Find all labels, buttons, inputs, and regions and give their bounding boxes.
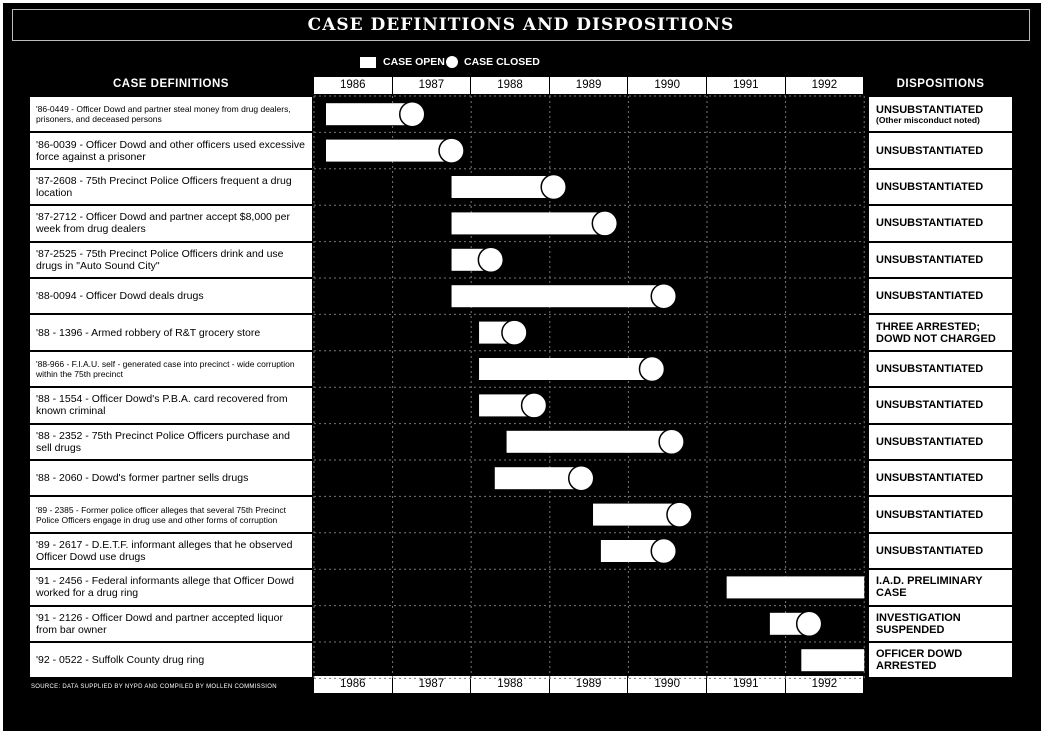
bottom-year-label: 1989 xyxy=(550,676,629,693)
legend-case-open xyxy=(360,56,445,68)
case-definition xyxy=(30,315,312,349)
case-definition xyxy=(30,534,312,568)
case-definition-text: '88 - 1396 - Armed robbery of R&T grocery store xyxy=(36,326,261,339)
case-definition-text: '89 - 2617 - D.E.T.F. informant alleges that he observed Officer Dowd use drugs xyxy=(36,538,293,563)
case-definition-text: '91 - 2126 - Officer Dowd and partner accepted liquor from bar owner xyxy=(36,611,283,636)
bottom-year-label: 1991 xyxy=(707,676,786,693)
case-disposition xyxy=(869,97,1012,131)
case-definition xyxy=(30,570,312,604)
case-disposition xyxy=(869,170,1012,204)
disposition-text: I.A.D. PRELIMINARY CASE xyxy=(876,575,983,600)
case-disposition xyxy=(869,607,1012,641)
case-disposition xyxy=(869,388,1012,422)
definitions-header: CASE DEFINITIONS xyxy=(113,78,229,90)
top-year-label: 1987 xyxy=(393,77,472,94)
bottom-year-label: 1990 xyxy=(628,676,707,693)
disposition-text: THREE ARRESTED; DOWD NOT CHARGED xyxy=(876,320,996,345)
case-definition xyxy=(30,425,312,459)
case-disposition xyxy=(869,497,1012,531)
case-definition-text: '87-2712 - Officer Dowd and partner accept $8,000 per week from drug dealers xyxy=(36,211,290,236)
disposition-text: UNSUBSTANTIATED xyxy=(876,180,984,193)
case-definition xyxy=(30,97,312,131)
disposition-text: UNSUBSTANTIATED xyxy=(876,290,984,303)
source-note: SOURCE: DATA SUPPLIED BY NYPD AND COMPILED BY MOLLEN COMMISSION xyxy=(31,684,277,690)
case-definition-text: '88 - 2060 - Dowd's former partner sells drugs xyxy=(36,472,249,485)
case-definition-text: '88-0094 - Officer Dowd deals drugs xyxy=(36,290,204,303)
disposition-text: UNSUBSTANTIATED xyxy=(876,103,984,116)
disposition-text: UNSUBSTANTIATED xyxy=(876,508,984,521)
disposition-text: UNSUBSTANTIATED xyxy=(876,544,984,557)
case-definition xyxy=(30,461,312,495)
case-definition-text: '88-966 - F.I.A.U. self - generated case into precinct - wide corruption within the 75th precinct xyxy=(36,358,295,379)
disposition-text: OFFICER DOWD ARRESTED xyxy=(876,648,963,673)
disposition-text: UNSUBSTANTIATED xyxy=(876,435,984,448)
case-definition-text: '88 - 2352 - 75th Precinct Police Officers purchase and sell drugs xyxy=(36,429,290,454)
legend-case-closed xyxy=(446,56,540,68)
disposition-text: INVESTIGATION SUSPENDED xyxy=(876,611,961,636)
top-year-label: 1992 xyxy=(786,77,865,94)
disposition-note: (Other misconduct noted) xyxy=(876,114,980,125)
case-disposition xyxy=(869,315,1012,349)
case-definition xyxy=(30,133,312,167)
top-year-label: 1988 xyxy=(471,77,550,94)
case-definition xyxy=(30,206,312,240)
top-year-label: 1991 xyxy=(707,77,786,94)
disposition-text: UNSUBSTANTIATED xyxy=(876,472,984,485)
case-definition-text: '86-0449 - Officer Dowd and partner steal money from drug dealers, prisoners, and deceased persons xyxy=(36,104,291,125)
case-disposition xyxy=(869,133,1012,167)
case-definition xyxy=(30,170,312,204)
bottom-year-label: 1992 xyxy=(786,676,865,693)
case-disposition xyxy=(869,425,1012,459)
title-band xyxy=(12,9,1030,41)
case-definition-text: '86-0039 - Officer Dowd and other officers used excessive force against a prisoner xyxy=(36,138,305,163)
case-definition xyxy=(30,643,312,677)
case-disposition xyxy=(869,461,1012,495)
disposition-text: UNSUBSTANTIATED xyxy=(876,253,984,266)
chart-title: CASE DEFINITIONS AND DISPOSITIONS xyxy=(307,15,735,35)
case-definition-text: '87-2608 - 75th Precinct Police Officers frequent a drug location xyxy=(36,174,292,199)
legend-closed-swatch xyxy=(446,56,458,68)
case-disposition xyxy=(869,570,1012,604)
case-definition xyxy=(30,279,312,313)
legend-closed-label: CASE CLOSED xyxy=(464,56,540,68)
case-definition xyxy=(30,607,312,641)
case-definition-text: '88 - 1554 - Officer Dowd's P.B.A. card recovered from known criminal xyxy=(36,393,288,418)
top-year-label: 1986 xyxy=(314,77,393,94)
case-definition xyxy=(30,352,312,386)
top-year-label: 1989 xyxy=(550,77,629,94)
case-definition xyxy=(30,497,312,531)
case-definition xyxy=(30,243,312,277)
case-disposition xyxy=(869,206,1012,240)
disposition-text: UNSUBSTANTIATED xyxy=(876,217,984,230)
case-disposition xyxy=(869,534,1012,568)
case-definition xyxy=(30,388,312,422)
case-definition-text: '89 - 2385 - Former police officer alleges that several 75th Precinct Police Officers engage in drug use and other forms of corruption xyxy=(36,504,286,525)
legend-open-label: CASE OPEN xyxy=(383,56,445,68)
case-definition-text: '87-2525 - 75th Precinct Police Officers drink and use drugs in "Auto Sound City" xyxy=(36,247,284,272)
case-definition-text: '92 - 0522 - Suffolk County drug ring xyxy=(36,654,205,667)
legend-open-swatch xyxy=(360,57,376,68)
case-disposition xyxy=(869,279,1012,313)
disposition-text: UNSUBSTANTIATED xyxy=(876,362,984,375)
top-year-label: 1990 xyxy=(628,77,707,94)
bottom-year-label: 1986 xyxy=(314,676,393,693)
bottom-year-label: 1988 xyxy=(471,676,550,693)
case-definition-text: '91 - 2456 - Federal informants allege that Officer Dowd worked for a drug ring xyxy=(36,575,295,600)
bottom-year-label: 1987 xyxy=(393,676,472,693)
dispositions-header: DISPOSITIONS xyxy=(896,78,985,90)
disposition-text: UNSUBSTANTIATED xyxy=(876,144,984,157)
case-disposition xyxy=(869,643,1012,677)
disposition-text: UNSUBSTANTIATED xyxy=(876,399,984,412)
case-disposition xyxy=(869,352,1012,386)
case-disposition xyxy=(869,243,1012,277)
